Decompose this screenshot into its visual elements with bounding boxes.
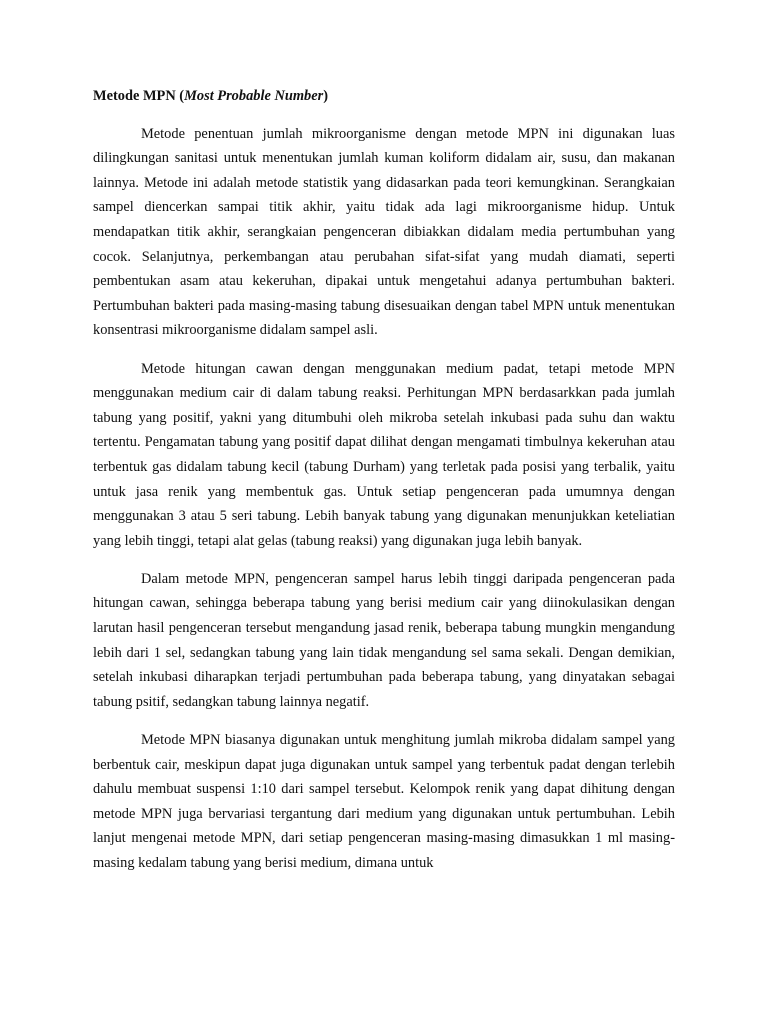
paragraph-2: Metode hitungan cawan dengan menggunakan medium padat, tetapi metode MPN menggunakan medium cair di dalam tabung reaksi. Perhitungan MPN berdasarkkan pada jumlah tabung yang positif, yakni yang ditumbuhi oleh mikroba setelah inkubasi pada suhu dan waktu tertentu. Pengamatan tabung yang positif dapat dilihat dengan mengamati timbulnya kekeruhan atau terbentuk gas didalam tabung kecil (tabung Durham) yang terletak pada posisi yang terbalik, yaitu untuk jasa renik yang membentuk gas. Untuk setiap pengenceran pada umumnya dengan menggunakan 3 atau 5 seri tabung. Lebih banyak tabung yang digunakan menunjukkan keteliatian yang lebih tinggi, tetapi alat gelas (tabung reaksi) yang digunakan juga lebih banyak.	[93, 360, 675, 549]
paragraph-3: Dalam metode MPN, pengenceran sampel harus lebih tinggi daripada pengenceran pada hitungan cawan, sehingga beberapa tabung yang berisi medium cair yang diinokulasikan dengan larutan hasil pengenceran tersebut mengandung jasad renik, beberapa tabung mungkin mengandung lebih dari 1 sel, sedangkan tabung yang lain tidak mengandung sel sama sekali. Dengan demikian, setelah inkubasi diharapkan terjadi pertumbuhan pada beberapa tabung, yang dinyatakan sebagai tabung psitif, sedangkan tabung lainnya negatif.	[93, 570, 675, 710]
paragraph-4: Metode MPN biasanya digunakan untuk menghitung jumlah mikroba didalam sampel yang berbentuk cair, meskipun dapat juga digunakan untuk sampel yang terbentuk padat dengan terlebih dahulu membuat suspensi 1:10 dari sampel tersebut. Kelompok renik yang dapat dihitung dengan metode MPN juga bervariasi tergantung dari medium yang digunakan untuk pertumbuhan. Lebih lanjut mengenai metode MPN, dari setiap pengenceran masing-masing dimasukkan 1 ml masing-masing kedalam tabung yang berisi medium, dimana untuk	[93, 732, 675, 871]
document-body	[93, 84, 675, 889]
section-title-italic: Most Probable Number	[184, 88, 324, 104]
section-title-prefix: Metode MPN (	[93, 88, 185, 104]
paragraph-1: Metode penentuan jumlah mikroorganisme dengan metode MPN ini digunakan luas dilingkungan sanitasi untuk menentukan jumlah kuman koliform didalam air, susu, dan makanan lainnya. Metode ini adalah metode statistik yang didasarkan pada teori kemungkinan. Serangkaian sampel diencerkan sampai titik akhir, yaitu tidak ada lagi mikroorganisme hidup. Untuk mendapatkan titik akhir, serangkaian pengenceran dibiakkan didalam media pertumbuhan yang cocok. Selanjutnya, perkembangan atau perubahan sifat-sifat yang mudah diamati, seperti pembentukan asam atau kekeruhan, dipakai untuk mengetahui adanya pertumbuhan bakteri. Pertumbuhan bakteri pada masing-masing tabung disesuaikan dengan tabel MPN untuk menentukan konsentrasi mikroorganisme didalam sampel asli.	[93, 125, 675, 339]
section-title-suffix: )	[323, 88, 329, 104]
section-title	[93, 84, 675, 109]
